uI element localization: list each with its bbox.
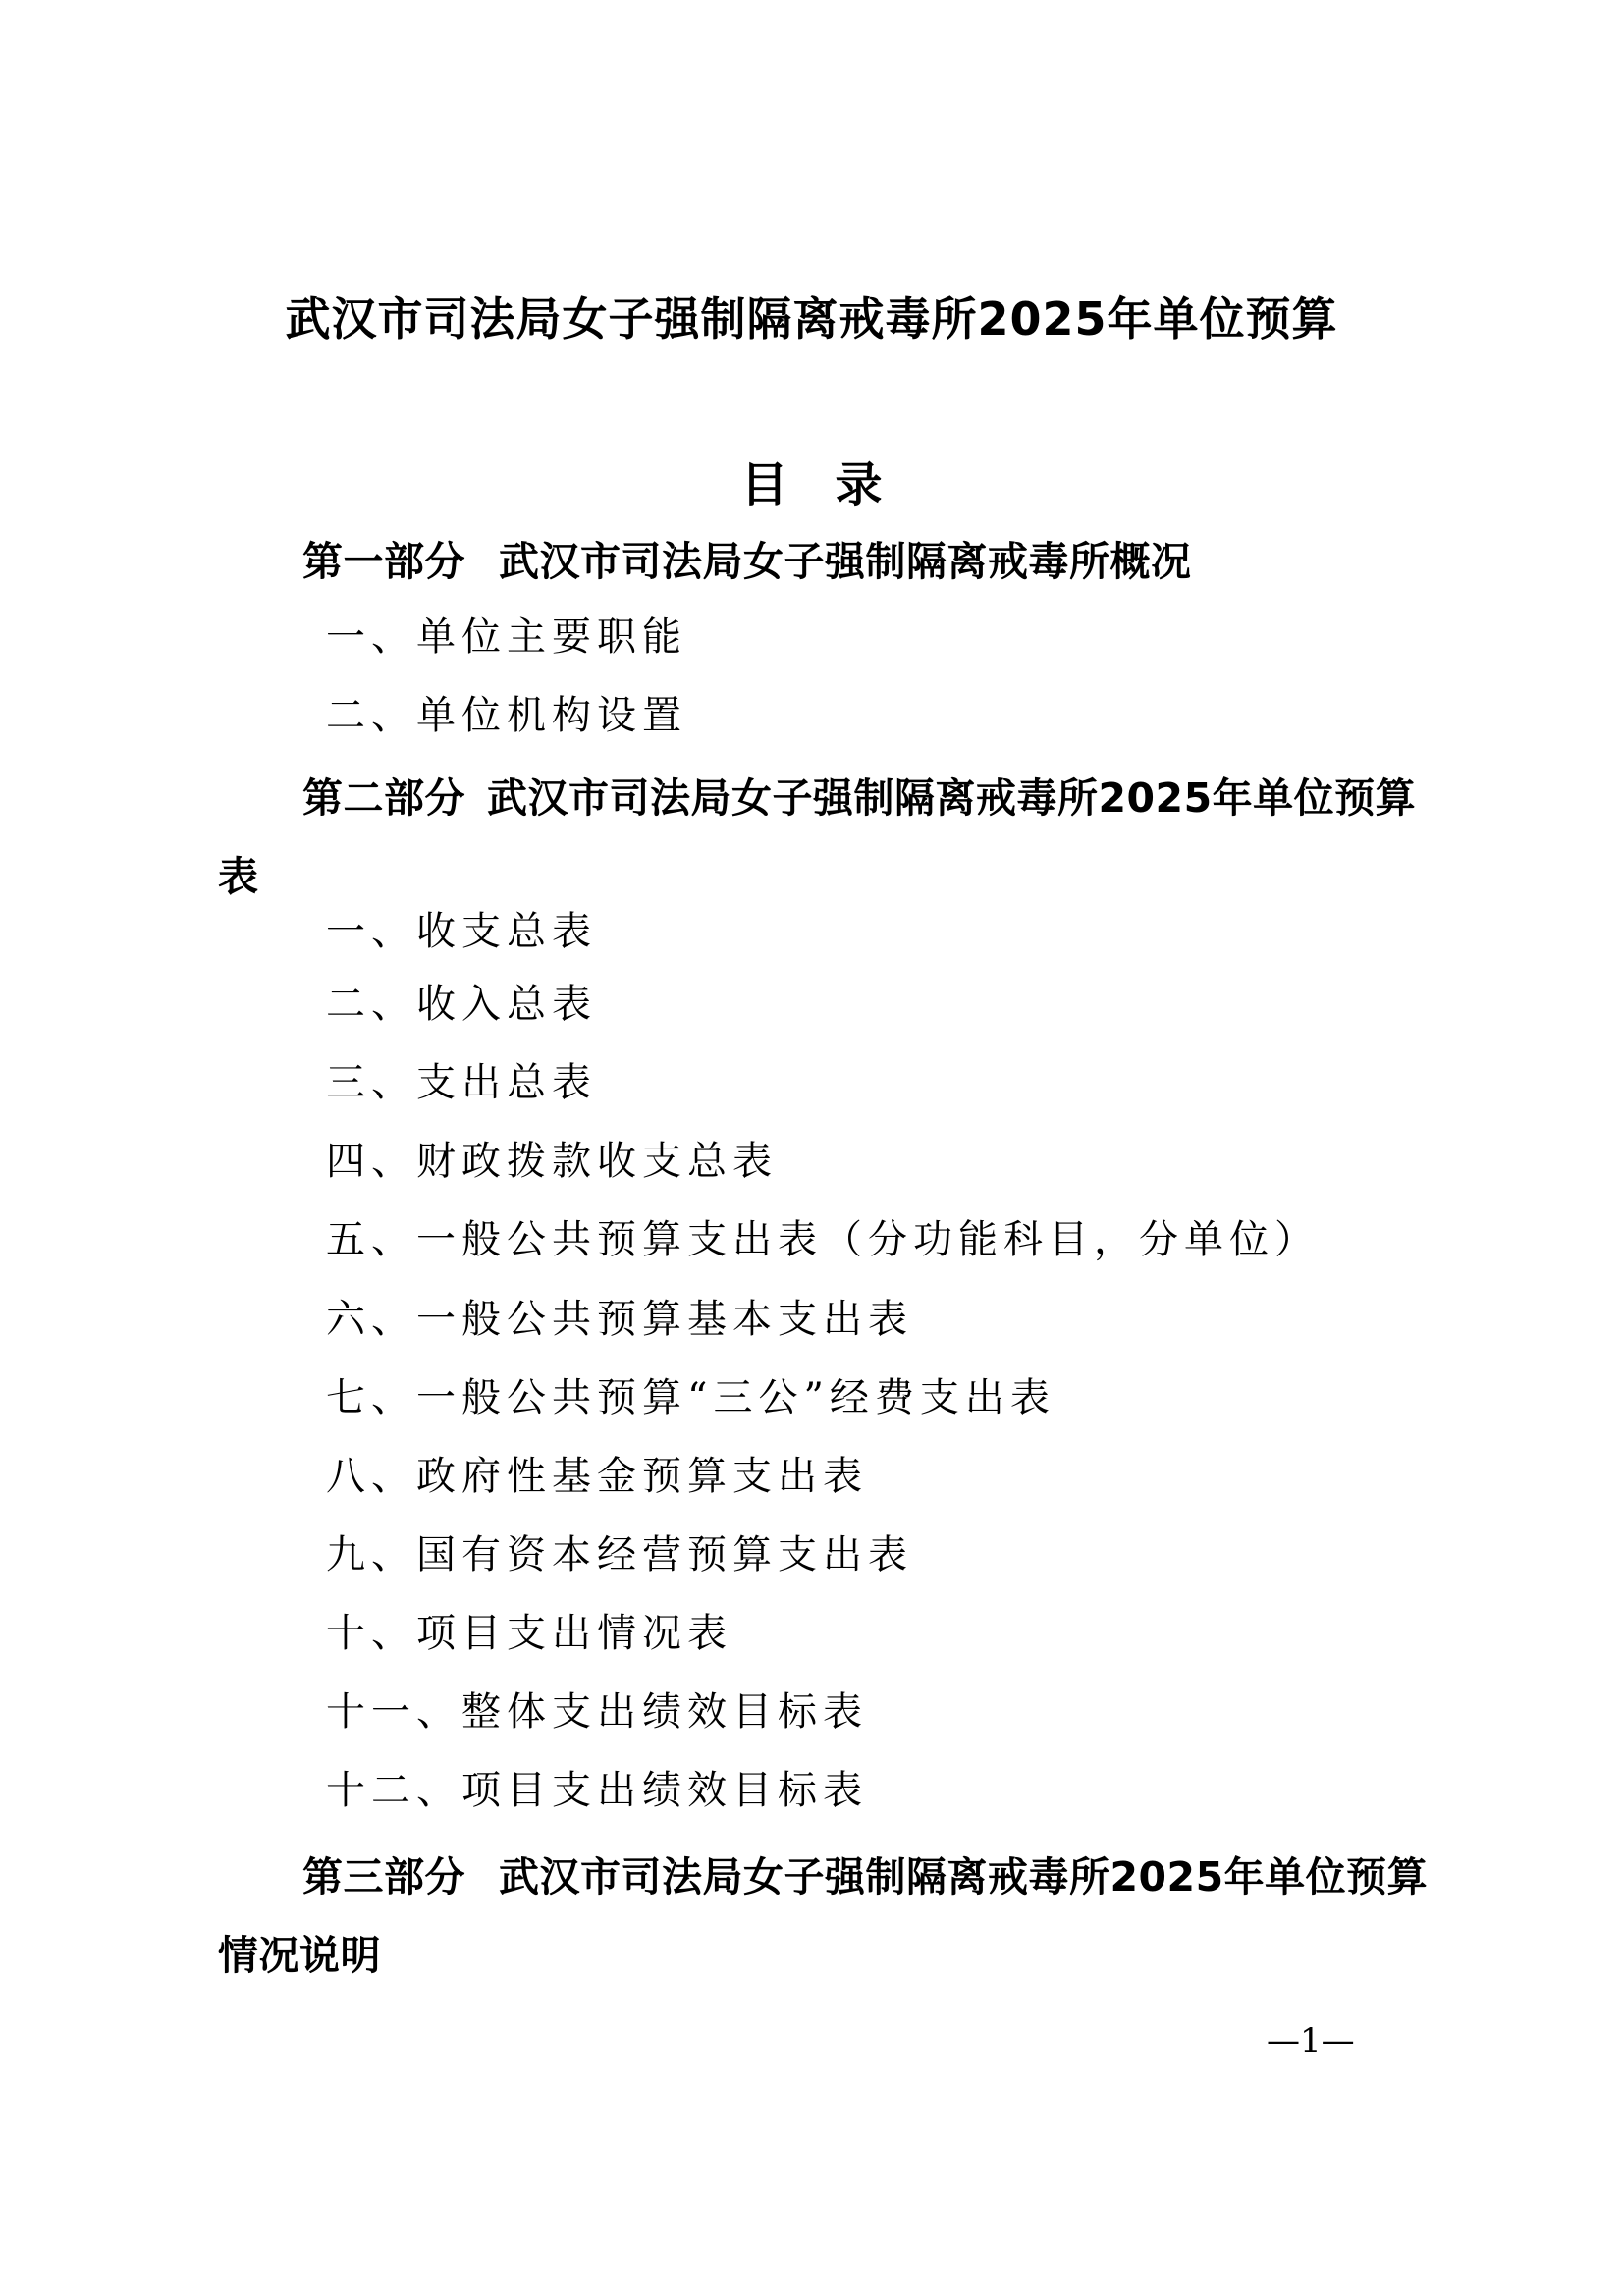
toc-item[interactable]: 七、一般公共预算“三公”经费支出表 (326, 1375, 1055, 1420)
toc-part-3[interactable] (218, 1838, 1455, 1995)
toc-item[interactable]: 八、政府性基金预算支出表 (326, 1454, 868, 1499)
toc-item[interactable]: 十二、项目支出绩效目标表 (326, 1768, 868, 1813)
toc-item[interactable]: 一、单位主要职能 (326, 614, 687, 660)
toc-item[interactable]: 九、国有资本经营预算支出表 (326, 1532, 913, 1577)
toc-item[interactable]: 十、项目支出情况表 (326, 1611, 732, 1656)
toc-part-label: 第三部分 (302, 1853, 465, 1900)
toc-item[interactable]: 二、单位机构设置 (326, 693, 687, 738)
toc-part-title: 武汉市司法局女子强制隔离戒毒所概况 (499, 538, 1192, 585)
toc-item[interactable]: 四、财政拨款收支总表 (326, 1139, 778, 1184)
toc-item[interactable]: 五、一般公共预算支出表（分功能科目，分单位） (326, 1217, 1320, 1262)
toc-part-title: 武汉市司法局女子强制隔离戒毒所2025年单位预算表 (218, 774, 1417, 900)
toc-part-1[interactable] (218, 522, 1455, 601)
toc-item[interactable]: 三、支出总表 (326, 1060, 597, 1105)
toc-item[interactable]: 六、一般公共预算基本支出表 (326, 1297, 913, 1342)
toc-part-label: 第一部分 (302, 538, 465, 585)
toc-item[interactable]: 二、收入总表 (326, 982, 597, 1027)
document-title: 武汉市司法局女子强制隔离戒毒所2025年单位预算 (285, 293, 1338, 346)
page-number: —1— (1267, 2021, 1355, 2060)
toc-heading: 目 录 (740, 457, 883, 512)
toc-item[interactable]: 一、收支总表 (326, 909, 597, 954)
toc-part-title: 武汉市司法局女子强制隔离戒毒所2025年单位预算情况说明 (218, 1853, 1429, 1979)
toc-part-label: 第二部分 (302, 774, 465, 822)
toc-item[interactable]: 十一、整体支出绩效目标表 (326, 1689, 868, 1735)
toc-part-2[interactable] (218, 759, 1455, 916)
